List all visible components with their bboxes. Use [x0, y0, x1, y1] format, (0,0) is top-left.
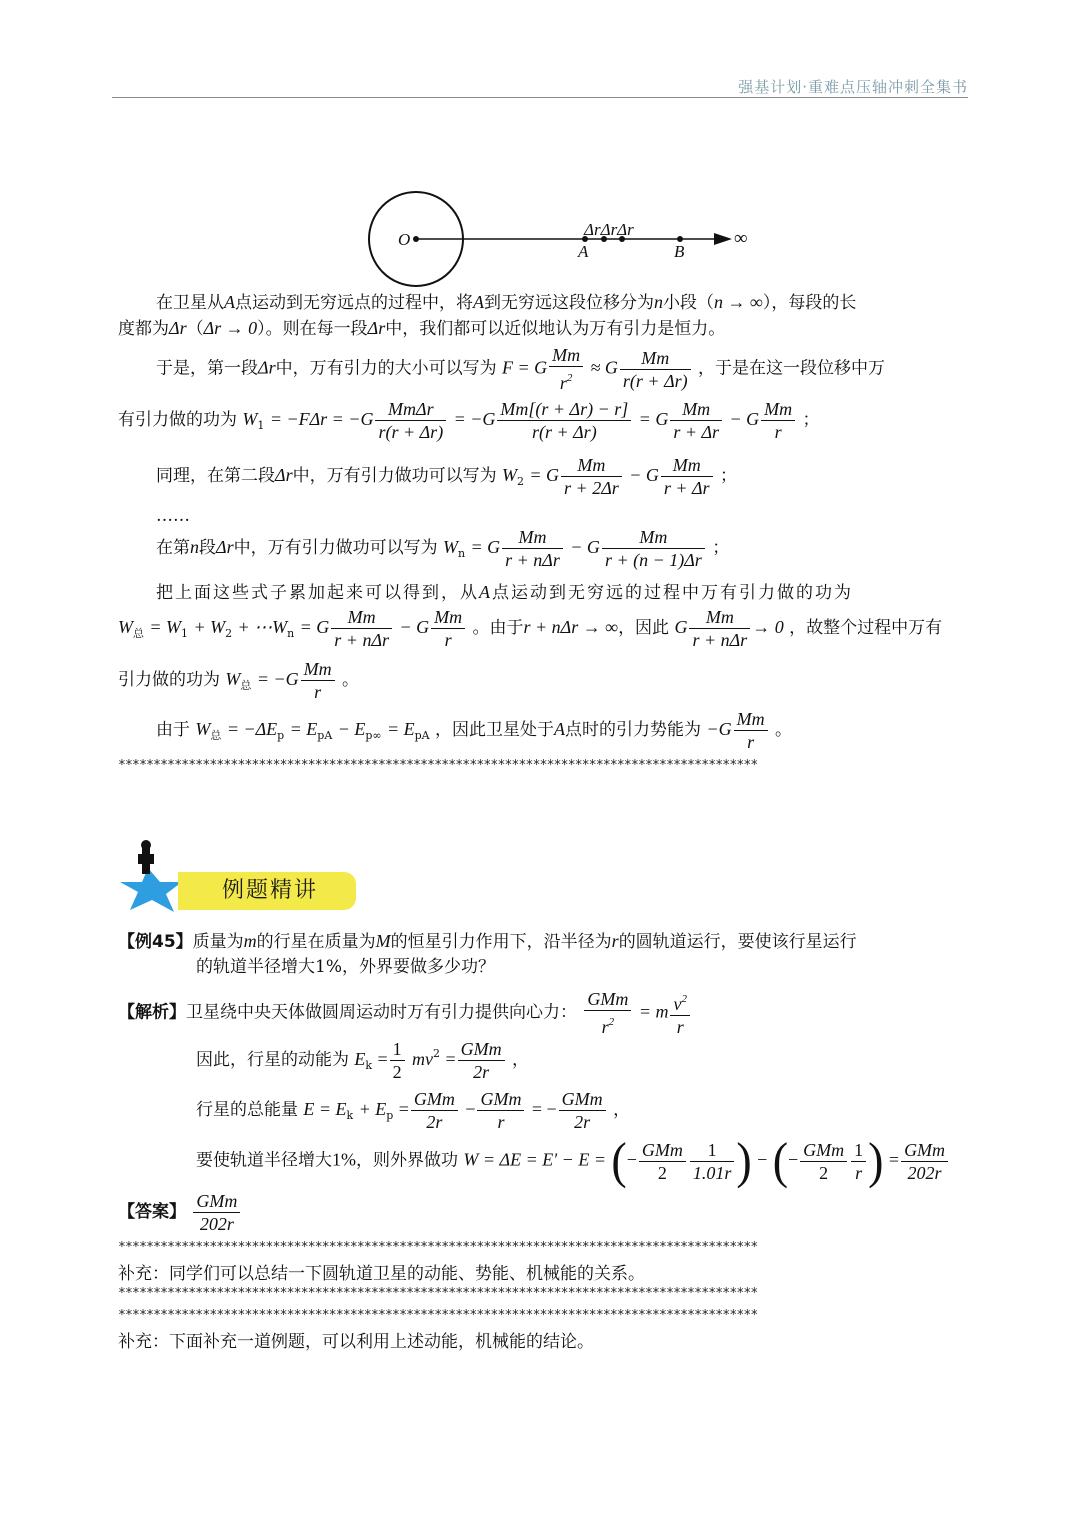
example-question-line-2: 的轨道半径增大1%，外界要做多少功？	[196, 957, 495, 977]
frac-v2-r: $\frac{v^2}{r}$	[670, 988, 690, 1038]
frac-w4: $\frac{1}{r}$	[851, 1139, 866, 1184]
label-o: O	[398, 230, 411, 249]
example-question-line-1: 【例45】质量为m的行星在质量为M的恒星引力作用下，沿半径为r的圆轨道运行，要使该行星运行	[118, 931, 857, 952]
frac-sum-2: $\frac{Mm}{r}$	[431, 606, 465, 651]
divider-stars-1: *******************************************************************************************	[118, 758, 758, 773]
frac-e2: $\frac{\text{GMm}}{r}$	[477, 1088, 524, 1133]
header-rule	[112, 97, 968, 98]
paragraph-1-line-1: 在卫星从A点运动到无穷远点的过程中，将A到无穷远这段位移分为n小段（n → ∞），每段的长	[156, 292, 857, 313]
paragraph-2: 于是，第一段Δr中，万有引力的大小可以写为 F = G $\frac{Mm}{r^2}$ ≈ G $\frac{Mm}{r(r + \Delta r)}$ ，于是在这一段位移中万	[156, 345, 886, 393]
frac-total: $\frac{Mm}{r}$	[301, 658, 335, 703]
label-infinity: ∞	[734, 228, 748, 249]
point-o	[413, 236, 419, 242]
frac-potential: $\frac{Mm}{r}$	[734, 708, 768, 753]
arrow-head-icon	[714, 233, 732, 245]
section-banner-title: 例题精讲	[222, 878, 319, 903]
frac-mm-bracket: $\frac{Mm[(r + \Delta r) - r]}{r(r + \Delta r)}$	[497, 398, 631, 443]
label-delta-r: ΔrΔrΔr	[584, 220, 634, 239]
label-a: A	[578, 242, 589, 261]
frac-w3: $\frac{\text{GMm}}{2}$	[800, 1139, 847, 1184]
paragraph-6: 把上面这些式子累加起来可以得到，从A点运动到无穷远的过程中万有引力做的功为	[156, 582, 853, 603]
note-2: 补充：下面补充一道例题，可以利用上述动能，机械能的结论。	[118, 1332, 594, 1352]
frac-w-result: $\frac{\text{GMm}}{202r}$	[901, 1139, 948, 1184]
frac-mm-r-2dr: $\frac{Mm}{r + 2\Delta r}$	[561, 454, 622, 499]
frac-half: $\frac{1}{2}$	[390, 1038, 405, 1083]
answer-line: 【答案】 $\frac{\text{GMm}}{202r}$	[118, 1190, 242, 1235]
analysis-line-1: 【解析】卫星绕中央天体做圆周运动时万有引力提供向心力： $\frac{\text{GMm}}{r^2}$ = m $\frac{v^2}{r}$	[118, 988, 692, 1038]
frac-gmm-r2: $\frac{\text{GMm}}{r^2}$	[584, 988, 631, 1038]
frac-e1: $\frac{\text{GMm}}{2r}$	[411, 1088, 458, 1133]
frac-mm-rrdr: $\frac{Mm}{r(r + \Delta r)}$	[620, 347, 691, 392]
frac-mm-r-dr: $\frac{Mm}{r + \Delta r}$	[670, 398, 722, 443]
frac-mmdr: $\frac{\text{MmΔr}}{r(r + \Delta r)}$	[375, 398, 446, 443]
divider-stars-3: *******************************************************************************************	[118, 1286, 758, 1301]
ellipsis: ……	[156, 506, 190, 526]
orbit-diagram	[360, 188, 780, 288]
paragraph-5: 在第n段Δr中，万有引力做功可以写为 $W_n = G$ $\frac{Mm}{\text{r + nΔr}}$ − G $\frac{Mm}{r + (n - 1)\Delta r}$ ；	[156, 527, 730, 570]
frac-e3: $\frac{\text{GMm}}{2r}$	[559, 1088, 606, 1133]
frac-limit: $\frac{Mm}{\text{r + nΔr}}$	[689, 606, 750, 651]
label-b: B	[674, 242, 685, 261]
frac-mm-r-ndr: $\frac{Mm}{\text{r + nΔr}}$	[502, 526, 563, 571]
frac-mm-r-n1dr: $\frac{Mm}{r + (n - 1)\Delta r}$	[602, 526, 705, 571]
frac-mm-r2: $\frac{Mm}{r^2}$	[549, 344, 583, 394]
paragraph-3: 有引力做的功为 $W_1 = -F\Delta r = -G$ $\frac{\text{MmΔr}}{r(r + \Delta r)}$ = −G $\frac{Mm[(r + \Delta r) - r]}{r(r + \Delta r)}$ = G $\frac{Mm}{r + \Delta r}$ − G $\frac{Mm}{r}$ ；	[118, 399, 820, 442]
frac-w1: $\frac{\text{GMm}}{2}$	[639, 1139, 686, 1184]
analysis-line-3: 行星的总能量 $E = E_k + E_p$ = $\frac{\text{GMm}}{2r}$ − $\frac{\text{GMm}}{r}$ = − $\frac{\text{GMm}}{2r}$ ，	[196, 1089, 631, 1132]
frac-mm-r-dr-2: $\frac{Mm}{r + \Delta r}$	[661, 454, 713, 499]
divider-stars-2: *******************************************************************************************	[118, 1240, 758, 1255]
paragraph-1-line-2: 度都为Δr（Δr → 0）。则在每一段Δr中，我们都可以近似地认为万有引力是恒力。	[118, 318, 726, 339]
paragraph-4: 同理，在第二段Δr中，万有引力做功可以写为 $W_2 = G$ $\frac{Mm}{r + 2\Delta r}$ − G $\frac{Mm}{r + \Delta r}$ ；	[156, 455, 737, 498]
frac-w2: $\frac{1}{1.01r}$	[690, 1139, 735, 1184]
frac-answer: $\frac{\text{GMm}}{202r}$	[193, 1190, 240, 1235]
paragraph-8: 引力做的功为 $W_总 = -G$ $\frac{Mm}{r}$ 。	[118, 659, 360, 702]
analysis-line-2: 因此，行星的动能为 $E_k$ = $\frac{1}{2}$ $mv^2$ = $\frac{\text{GMm}}{2r}$ ，	[196, 1039, 530, 1082]
paragraph-9: 由于 $W_总 = -\Delta E_p = E_{pA} - E_{p\infty} = E_{pA}$ ，因此卫星处于A点时的引力势能为 −G $\frac{Mm}{r}$ 。	[156, 709, 792, 752]
frac-sum-1: $\frac{Mm}{\text{r + nΔr}}$	[331, 606, 392, 651]
analysis-line-4: 要使轨道半径增大1%，则外界做功 W = ΔE = E′ − E = (− $\frac{\text{GMm}}{2}$ $\frac{1}{1.01r}$ ) − (− $\frac{\text{GMm}}{2}$ $\frac{1}{r}$ ) = $\frac{\text{GMm}}{202r}$	[196, 1138, 950, 1184]
paragraph-7: $W_总 = W_1 + W_2$ + $\cdots W_n = G$ $\frac{Mm}{\text{r + nΔr}}$ − G $\frac{Mm}{r}$ 。由于r + nΔr → ∞，因此 G $\frac{Mm}{\text{r + nΔr}}$ → 0 ，故整个过程中万有	[118, 607, 943, 650]
frac-gmm-2r: $\frac{\text{GMm}}{2r}$	[458, 1038, 505, 1083]
frac-mm-r: $\frac{Mm}{r}$	[761, 398, 795, 443]
note-1: 补充：同学们可以总结一下圆轨道卫星的动能、势能、机械能的关系。	[118, 1264, 645, 1284]
divider-stars-4: *******************************************************************************************	[118, 1308, 758, 1323]
header-title: 强基计划·重难点压轴冲刺全集书	[738, 78, 968, 96]
